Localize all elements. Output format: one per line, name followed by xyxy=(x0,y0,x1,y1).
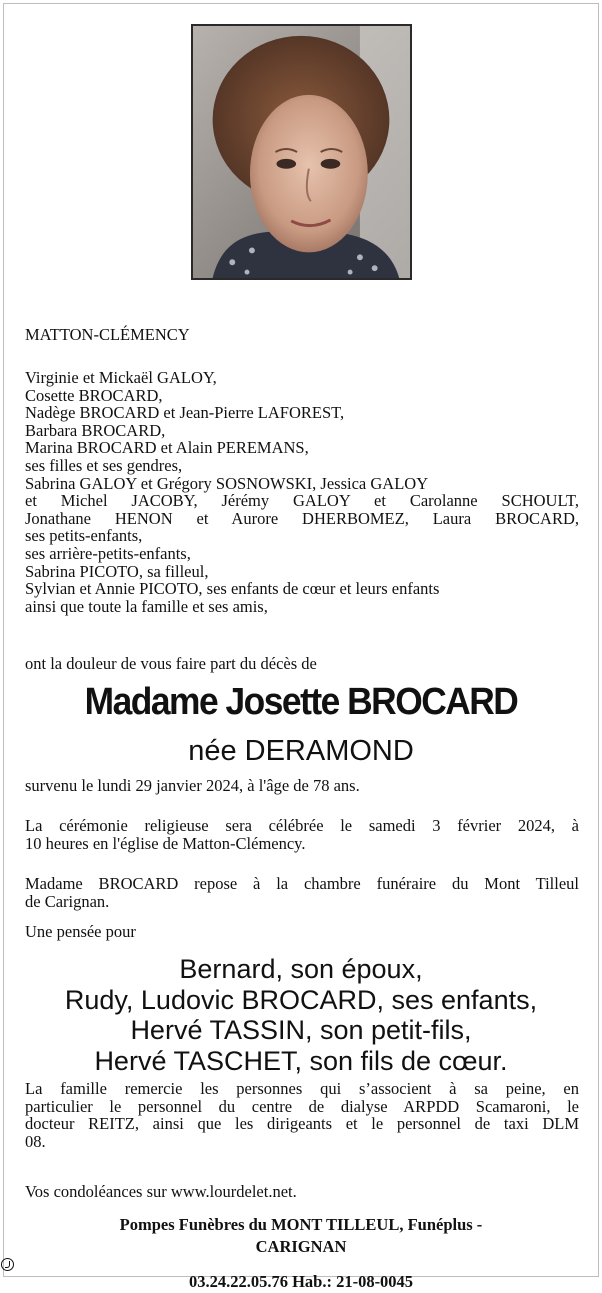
condolences-text: Vos condoléances sur www.lourdelet.net. xyxy=(25,1182,297,1201)
pensee-line: Hervé TASSIN, son petit-fils, xyxy=(130,1015,472,1045)
family-line: Cosette BROCARD, xyxy=(25,385,163,405)
repose-line: Madame BROCARD repose à la chambre funéraire du Mont Tilleul xyxy=(25,874,579,893)
family-line: ses petits-enfants, xyxy=(25,526,143,546)
family-line: Virginie et Mickaël GALOY, xyxy=(25,368,217,387)
family-line: Marina BROCARD et Alain PEREMANS, xyxy=(25,438,309,458)
funeral-home-footer xyxy=(0,1214,602,1293)
thanks-line: docteur REITZ, ainsi que les dirigeants et le personnel de taxi DLM xyxy=(25,1114,579,1134)
pensee-list xyxy=(0,954,602,1076)
pensee-line: Bernard, son époux, xyxy=(179,954,423,984)
thanks-paragraph xyxy=(25,1080,579,1150)
family-line: ses filles et ses gendres, xyxy=(25,455,183,475)
family-line: ainsi que toute la famille et ses amis, xyxy=(25,596,268,616)
footer-line-2 xyxy=(0,1236,602,1293)
thanks-line: La famille remercie les personnes qui s’associent à sa peine, en xyxy=(25,1079,579,1098)
family-line: et Michel JACOBY, Jérémy GALOY et Carolanne SCHOULT, xyxy=(25,491,579,511)
ceremony-paragraph xyxy=(25,817,579,852)
phone-icon xyxy=(1,1258,14,1271)
footer-place: CARIGNAN xyxy=(255,1237,347,1256)
footer-phone: 03.24.22.05.76 Hab.: 21-08-0045 xyxy=(188,1272,414,1291)
portrait-photo xyxy=(191,24,412,280)
death-info: survenu le lundi 29 janvier 2024, à l'âge de 78 ans. xyxy=(25,776,360,795)
announcement-text: ont la douleur de vous faire part du décès de xyxy=(25,654,317,673)
deceased-name: Madame Josette BROCARD xyxy=(84,681,518,723)
family-line: Sabrina PICOTO, sa filleul, xyxy=(25,561,209,581)
maiden-name: née DERAMOND xyxy=(188,735,414,767)
pensee-intro: Une pensée pour xyxy=(25,922,136,941)
town-heading: MATTON-CLÉMENCY xyxy=(25,325,190,344)
family-line: ses arrière-petits-enfants, xyxy=(25,543,191,563)
pensee-line: Hervé TASCHET, son fils de cœur. xyxy=(94,1045,508,1076)
footer-line-1: Pompes Funèbres du MONT TILLEUL, Funéplus - xyxy=(119,1215,483,1234)
family-line: Sylvian et Annie PICOTO, ses enfants de cœur et leurs enfants xyxy=(25,579,440,599)
ceremony-line: La cérémonie religieuse sera célébrée le samedi 3 février 2024, à xyxy=(25,816,579,835)
thanks-line: particulier le personnel du centre de dialyse ARPDD Scamaroni, le xyxy=(25,1096,579,1116)
repose-line: de Carignan. xyxy=(25,891,110,911)
repose-paragraph xyxy=(25,875,579,910)
family-line: Nadège BROCARD et Jean-Pierre LAFOREST, xyxy=(25,403,345,423)
ceremony-line: 10 heures en l'église de Matton-Clémency. xyxy=(25,833,306,853)
family-line: Jonathane HENON et Aurore DHERBOMEZ, Laura BROCARD, xyxy=(25,508,579,528)
pensee-line: Rudy, Ludovic BROCARD, ses enfants, xyxy=(64,984,538,1015)
thanks-line: 08. xyxy=(25,1131,46,1151)
family-line: Barbara BROCARD, xyxy=(25,420,166,440)
family-list xyxy=(25,369,579,615)
family-line: Sabrina GALOY et Grégory SOSNOWSKI, Jessica GALOY xyxy=(25,473,429,493)
